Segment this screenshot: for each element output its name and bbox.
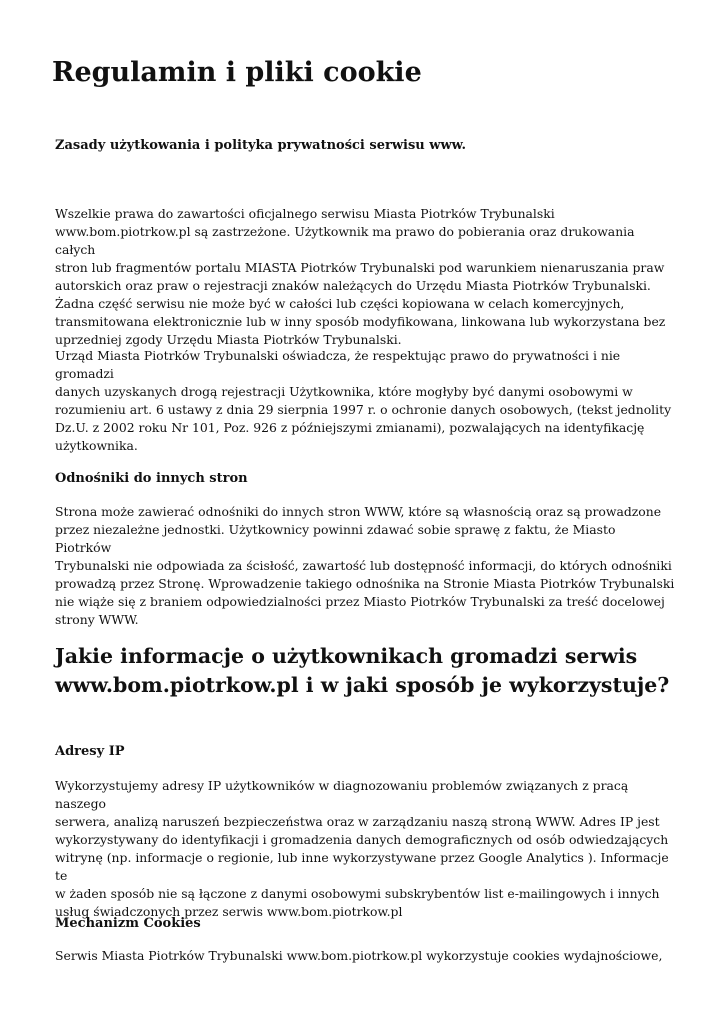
heading-external-links: Odnośniki do innych stron [55, 471, 248, 486]
paragraph-privacy: Urząd Miasta Piotrków Trybunalski oświadcza, że respektując prawo do prywatności i nie gromadzi danych uzyskanych drogą rejestracji Użytkownika, które mogłyby być danymi osobowymi w rozumieniu art. 6 ustawy z dnia 29 sierpnia 1997 r. o ochronie danych osobowych, (tekst jednolity Dz.U. z 2002 roku Nr 101, Poz. 926 z późniejszymi zmianami), pozwalających na identyfikację użytkownika. [55, 348, 672, 453]
page-title: Regulamin i pliki cookie [52, 57, 422, 88]
paragraph-ip-addresses: Wykorzystujemy adresy IP użytkowników w diagnozowaniu problemów związanych z pracą naszego serwera, analizą naruszeń bezpieczeństwa oraz w zarządzaniu naszą stroną WWW. Adres IP jest wykorzystywany do identyfikacji i gromadzenia danych demograficznych od osób odwiedzających witrynę (np. informacje o regionie, lub inne wykorzystywane przez Google Analytics ). Informacje te w żaden sposób nie są łączone z danymi osobowymi subskrybentów list e-mailingowych i innych usług świadczonych przez serwis www.bom.piotrkow.pl [55, 778, 669, 919]
paragraph-cookies: Serwis Miasta Piotrków Trybunalski www.bom.piotrkow.pl wykorzystuje cookies wydajnościowe, [55, 948, 663, 963]
heading-user-information: Jakie informacje o użytkownikach gromadzi serwis www.bom.piotrkow.pl i w jaki sposób je wykorzystuje? [55, 644, 670, 697]
paragraph-external-links: Strona może zawierać odnośniki do innych stron WWW, które są własnością oraz są prowadzone przez niezależne jednostki. Użytkownicy powinni zdawać sobie sprawę z faktu, że Miasto Piotrków Trybunalski nie odpowiada za ścisłość, zawartość lub dostępność informacji, do których odnośniki prowadzą przez Stronę. Wprowadzenie takiego odnośnika na Stronie Miasta Piotrków Trybunalski nie wiąże się z braniem odpowiedzialności przez Miasto Piotrków Trybunalski za treść docelowej strony WWW. [55, 504, 675, 627]
heading-cookies: Mechanizm Cookies [55, 916, 201, 931]
heading-ip-addresses: Adresy IP [55, 744, 125, 759]
paragraph-rights: Wszelkie prawa do zawartości oficjalnego serwisu Miasta Piotrków Trybunalski www.bom.piotrkow.pl są zastrzeżone. Użytkownik ma prawo do pobierania oraz drukowania całych stron lub fragmentów portalu MIASTA Piotrków Trybunalski pod warunkiem nienaruszania praw autorskich oraz praw o rejestracji znaków należących do Urzędu Miasta Piotrków Trybunalski. Żadna część serwisu nie może być w całości lub części kopiowana w celach komercyjnych, transmitowana elektronicznie lub w inny sposób modyfikowana, linkowana lub wykorzystana bez uprzedniej zgody Urzędu Miasta Piotrków Trybunalski. [55, 206, 666, 347]
document-subtitle: Zasady użytkowania i polityka prywatności serwisu www. [55, 138, 467, 153]
